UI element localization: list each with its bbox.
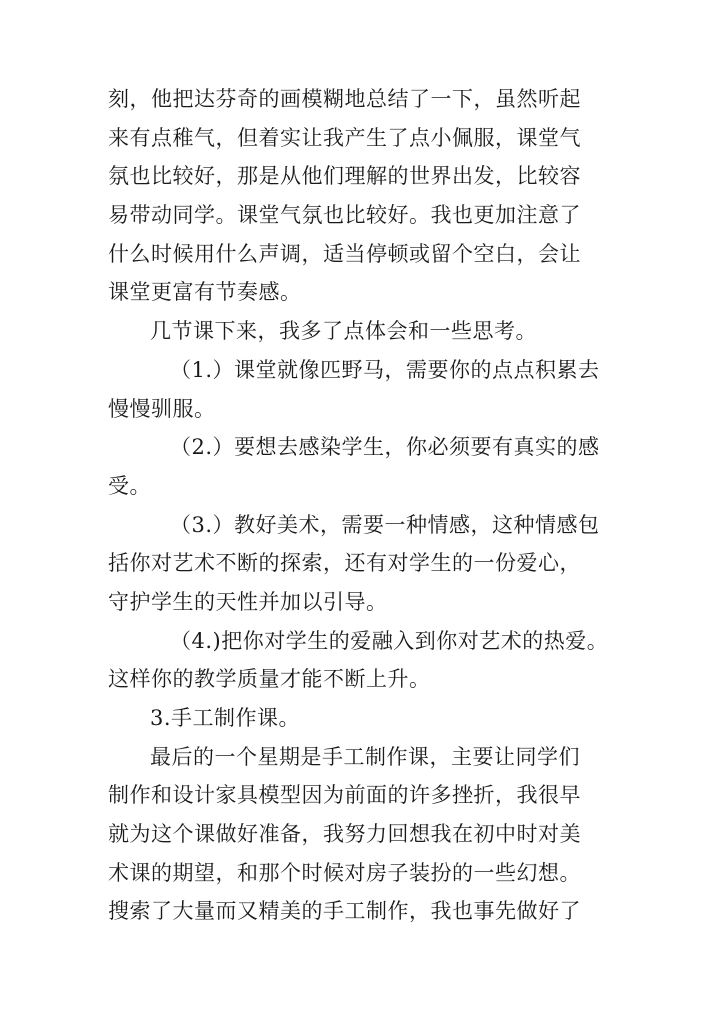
list-item-3: （3.）教好美术，需要一种情感，这种情感包 — [170, 512, 600, 537]
paragraph-start: 最后的一个星期是手工制作课，主要让同学们 — [150, 744, 580, 769]
text-line: 术课的期望，和那个时候对房子装扮的一些幻想。 — [108, 860, 581, 885]
text-line: 课堂更富有节奏感。 — [108, 280, 302, 305]
body-text — [108, 80, 612, 931]
text-line: 受。 — [108, 473, 151, 498]
text-line: 搜索了大量而又精美的手工制作，我也事先做好了 — [108, 899, 581, 924]
text-line: 这样你的教学质量才能不断上升。 — [108, 667, 431, 692]
text-line: 来有点稚气，但着实让我产生了点小佩服，课堂气 — [108, 125, 581, 150]
list-item-1: （1.）课堂就像匹野马，需要你的点点积累去 — [170, 357, 600, 382]
list-item-4: （4.)把你对学生的爱融入到你对艺术的热爱。 — [170, 628, 609, 653]
text-line: 括你对艺术不断的探索，还有对学生的一份爱心， — [108, 551, 581, 576]
text-line: 刻，他把达芬奇的画模糊地总结了一下，虽然听起 — [108, 87, 581, 111]
text-line: 什么时候用什么声调，适当停顿或留个空白，会让 — [108, 241, 581, 266]
text-line: 守护学生的天性并加以引导。 — [108, 589, 388, 614]
text-line: 易带动同学。课堂气氛也比较好。我也更加注意了 — [108, 203, 581, 228]
text-line: 慢慢驯服。 — [108, 396, 216, 421]
paragraph-start: 几节课下来，我多了点体会和一些思考。 — [150, 319, 537, 344]
text-line: 制作和设计家具模型因为前面的许多挫折，我很早 — [108, 783, 581, 808]
section-heading: 3.手工制作课。 — [150, 706, 301, 730]
text-line: 氛也比较好，那是从他们理解的世界出发，比较容 — [108, 164, 581, 189]
text-line: 就为这个课做好准备，我努力回想我在初中时对美 — [108, 822, 581, 847]
list-item-2: （2.）要想去感染学生，你必须要有真实的感 — [170, 435, 600, 460]
